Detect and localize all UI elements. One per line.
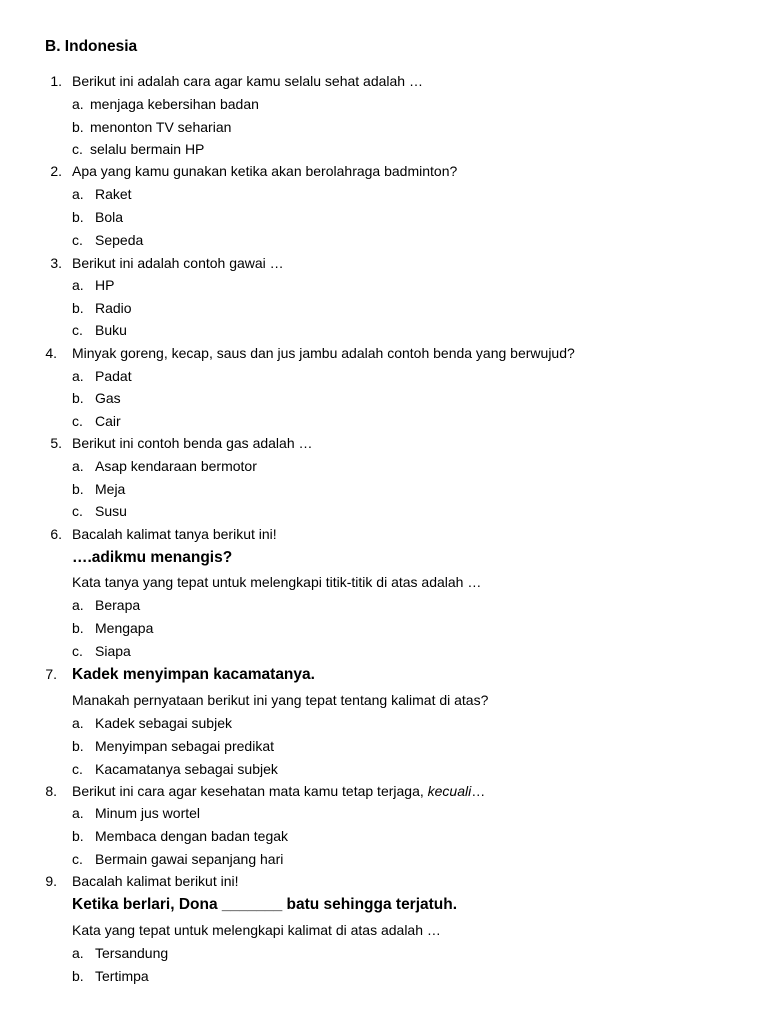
question-text: Berikut ini contoh benda gas adalah … [72,435,313,451]
option-text: Cair [95,413,121,429]
option-text: menonton TV seharian [90,119,232,135]
option-text: menjaga kebersihan badan [90,96,259,112]
option-letter: a. [72,458,84,474]
question-number: 5. [50,435,62,451]
section-title: B. Indonesia [45,38,138,55]
option-letter: b. [72,481,84,497]
option-letter: b. [72,968,84,984]
option-text: Membaca dengan badan tegak [95,828,289,844]
option-text: Kadek sebagai subjek [95,715,232,731]
option-letter: b. [72,300,84,316]
option-letter: b. [72,620,84,636]
option-text: Tertimpa [95,968,149,984]
option-text: selalu bermain HP [90,141,205,157]
question-6-sentence: ….adikmu menangis? [72,549,233,566]
question-text: Apa yang kamu gunakan ketika akan berolahraga badminton? [72,163,458,179]
option-letter: a. [72,277,84,293]
option-letter: c. [72,761,83,777]
question-7-sentence: Kadek menyimpan kacamatanya. [72,666,315,683]
question-number: 9. [45,873,57,889]
option-text: Padat [95,368,132,384]
option-letter: b. [72,209,84,225]
question-9-prompt: Kata yang tepat untuk melengkapi kalimat di atas adalah … [72,922,441,938]
question-6-prompt: Kata tanya yang tepat untuk melengkapi titik-titik di atas adalah … [72,574,482,590]
option-text: Mengapa [95,620,154,636]
question-9-sentence: Ketika berlari, Dona _______ batu sehingga terjatuh. [72,896,458,913]
option-letter: b. [72,738,84,754]
question-text: Minyak goreng, kecap, saus dan jus jambu adalah contoh benda yang berwujud? [72,345,575,361]
option-letter: c. [72,413,83,429]
question-number: 3. [50,255,62,271]
question-text: Bacalah kalimat tanya berikut ini! [72,526,277,542]
option-letter: a. [72,186,84,202]
option-letter: c. [72,643,83,659]
option-letter: a. [72,715,84,731]
option-text: HP [95,277,115,293]
question-text: Berikut ini adalah cara agar kamu selalu sehat adalah … [72,73,423,89]
option-text: Meja [95,481,126,497]
option-text: Radio [95,300,132,316]
option-text: Asap kendaraan bermotor [95,458,257,474]
option-letter: b. [72,390,84,406]
option-text: Kacamatanya sebagai subjek [95,761,278,777]
question-text: Berikut ini cara agar kesehatan mata kamu tetap terjaga, kecuali… [72,783,486,799]
option-letter: a. [72,96,84,112]
option-text: Gas [95,390,121,406]
emphasis-word: kecuali [427,783,472,799]
option-text: Raket [95,186,132,202]
option-text: Susu [95,503,127,519]
option-letter: c. [72,322,83,338]
question-number: 6. [50,526,62,542]
option-letter: b. [72,828,84,844]
option-text: Bermain gawai sepanjang hari [95,851,284,867]
question-number: 8. [45,783,57,799]
option-letter: a. [72,368,84,384]
option-text: Bola [95,209,124,225]
option-letter: a. [72,597,84,613]
question-number: 4. [45,345,57,361]
option-letter: c. [72,232,83,248]
question-text: Bacalah kalimat berikut ini! [72,873,239,889]
option-text: Minum jus wortel [95,805,201,821]
question-text: Berikut ini adalah contoh gawai … [72,255,284,271]
option-letter: c. [72,141,83,157]
option-letter: b. [72,119,84,135]
option-text: Berapa [95,597,141,613]
question-number: 1. [50,73,62,89]
option-letter: c. [72,503,83,519]
option-text: Menyimpan sebagai predikat [95,738,274,754]
option-letter: a. [72,805,84,821]
option-letter: c. [72,851,83,867]
option-text: Buku [95,322,127,338]
question-number: 2. [50,163,62,179]
option-text: Siapa [95,643,131,659]
option-text: Sepeda [95,232,144,248]
question-7-prompt: Manakah pernyataan berikut ini yang tepat tentang kalimat di atas? [72,692,489,708]
option-letter: a. [72,945,84,961]
option-text: Tersandung [95,945,169,961]
question-number: 7. [45,666,57,682]
